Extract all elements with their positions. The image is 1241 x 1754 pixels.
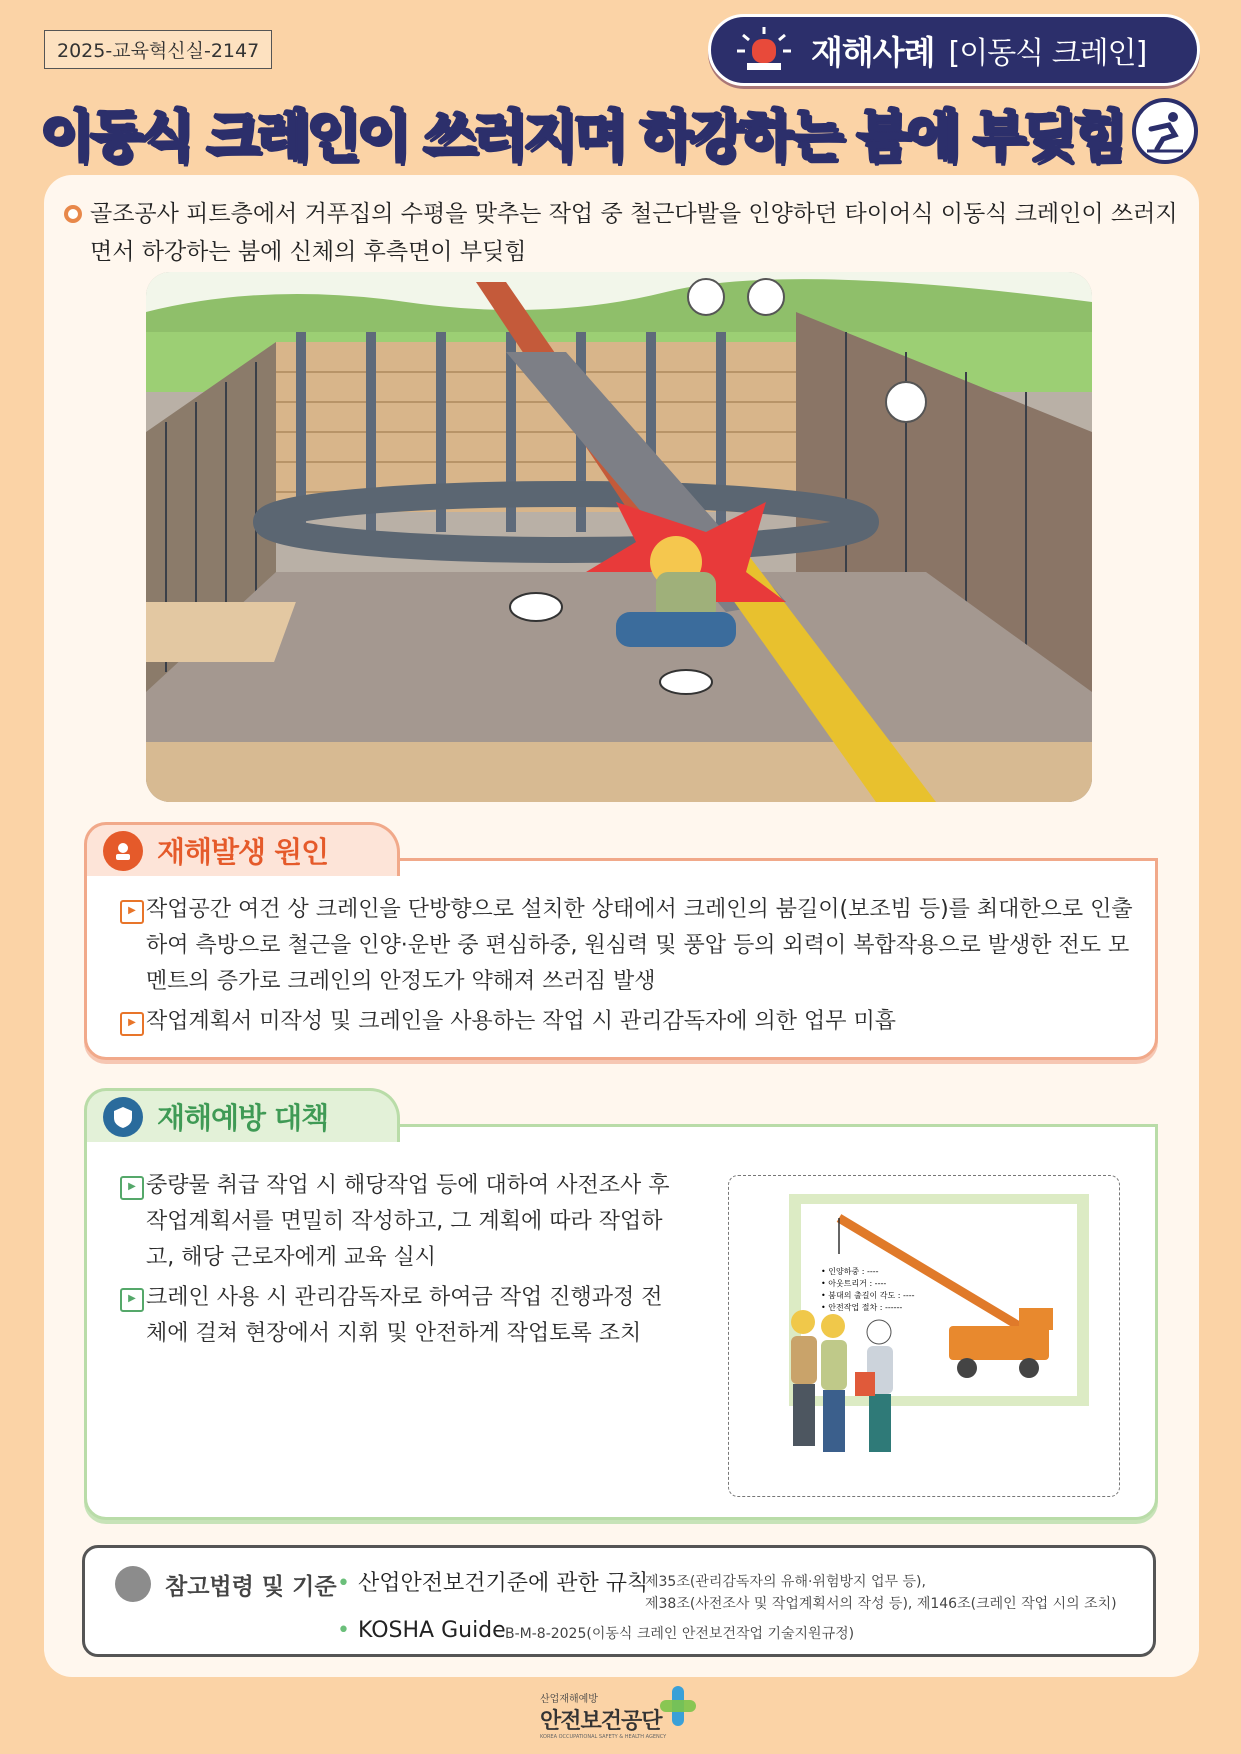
struck-worker-icon	[1132, 98, 1198, 164]
list-item: ▶ 작업공간 여건 상 크레인을 단방향으로 설치한 상태에서 크레인의 붐길이(보조빔 등)를 최대한으로 인출하여 측방으로 철근을 인양·운반 중 편심하중, 원심력 및 풍압 등의 외력이 복합작용으로 발생한 전도 모멘트의 증가로 크레인의 안정도가 약해져 쓰러짐 발생	[120, 892, 1140, 1000]
list-item: ▶ 중량물 취급 작업 시 해당작업 등에 대하여 사전조사 후 작업계획서를 면밀히 작성하고, 그 계획에 따라 작업하고, 해당 근로자에게 교육 실시	[120, 1168, 680, 1276]
category-badge	[708, 14, 1200, 86]
references-heading	[115, 1566, 337, 1602]
cause-heading	[84, 822, 400, 876]
org-small: 산업재해예방	[540, 1694, 598, 1705]
accident-illustration	[146, 272, 1092, 802]
badge-category: [이동식 크레인]	[948, 36, 1147, 71]
references-box	[82, 1545, 1156, 1657]
prevention-heading-text: 재해예방 대책	[157, 1101, 329, 1135]
book-icon	[115, 1566, 151, 1602]
bullet-icon	[64, 205, 82, 223]
badge-label: 재해사례	[811, 32, 935, 72]
org-name: 안전보건공단	[540, 1709, 662, 1734]
siren-icon	[735, 25, 793, 75]
kosha-cross-icon	[658, 1684, 698, 1728]
board-line: • 아웃트리거 : ----	[821, 1279, 887, 1288]
list-item: ▶ 크레인 사용 시 관리감독자로 하여금 작업 진행과정 전체에 걸쳐 현장에서 지휘 및 안전하게 작업토록 조치	[120, 1280, 680, 1352]
warning-icon	[103, 831, 143, 871]
reference-detail: 제35조(관리감독자의 유해·위험방지 업무 등),	[645, 1574, 926, 1590]
kosha-logo	[540, 1684, 700, 1750]
page-title: 이동식 크레인이 쓰러지며 하강하는 붐에 부딪힘	[40, 104, 1124, 168]
reference-name: • KOSHA Guide	[337, 1618, 506, 1643]
document-code: 2025-교육혁신실-2147	[44, 30, 272, 69]
reference-detail: 제38조(사전조사 및 작업계획서의 작성 등), 제146조(크레인 작업 시의 조치)	[645, 1596, 1117, 1612]
org-english: KOREA OCCUPATIONAL SAFETY & HEALTH AGENCY	[540, 1734, 667, 1740]
accident-summary	[62, 195, 1182, 271]
reference-detail: B-M-8-2025(이동식 크레인 안전보건작업 기술지원규정)	[505, 1626, 855, 1642]
cause-list	[120, 892, 1140, 1044]
shield-icon	[103, 1097, 143, 1137]
cause-heading-text: 재해발생 원인	[157, 835, 329, 869]
prevention-heading	[84, 1088, 400, 1142]
prevention-list	[120, 1168, 680, 1356]
board-line: • 붐대의 출길이 각도 : ----	[821, 1291, 915, 1300]
reference-name: • 산업안전보건기준에 관한 규칙	[337, 1566, 648, 1597]
references-heading-text: 참고법령 및 기준	[165, 1573, 337, 1600]
prevention-illustration	[728, 1175, 1120, 1497]
summary-text: 골조공사 피트층에서 거푸집의 수평을 맞추는 작업 중 철근다발을 인양하던 타이어식 이동식 크레인이 쓰러지면서 하강하는 붐에 신체의 후측면이 부딪힘	[90, 201, 1178, 265]
board-line: • 인양하중 : ----	[821, 1267, 879, 1276]
board-line: • 안전작업 절차 : ------	[821, 1303, 903, 1312]
list-item: ▶ 작업계획서 미작성 및 크레인을 사용하는 작업 시 관리감독자에 의한 업무 미흡	[120, 1004, 1140, 1040]
